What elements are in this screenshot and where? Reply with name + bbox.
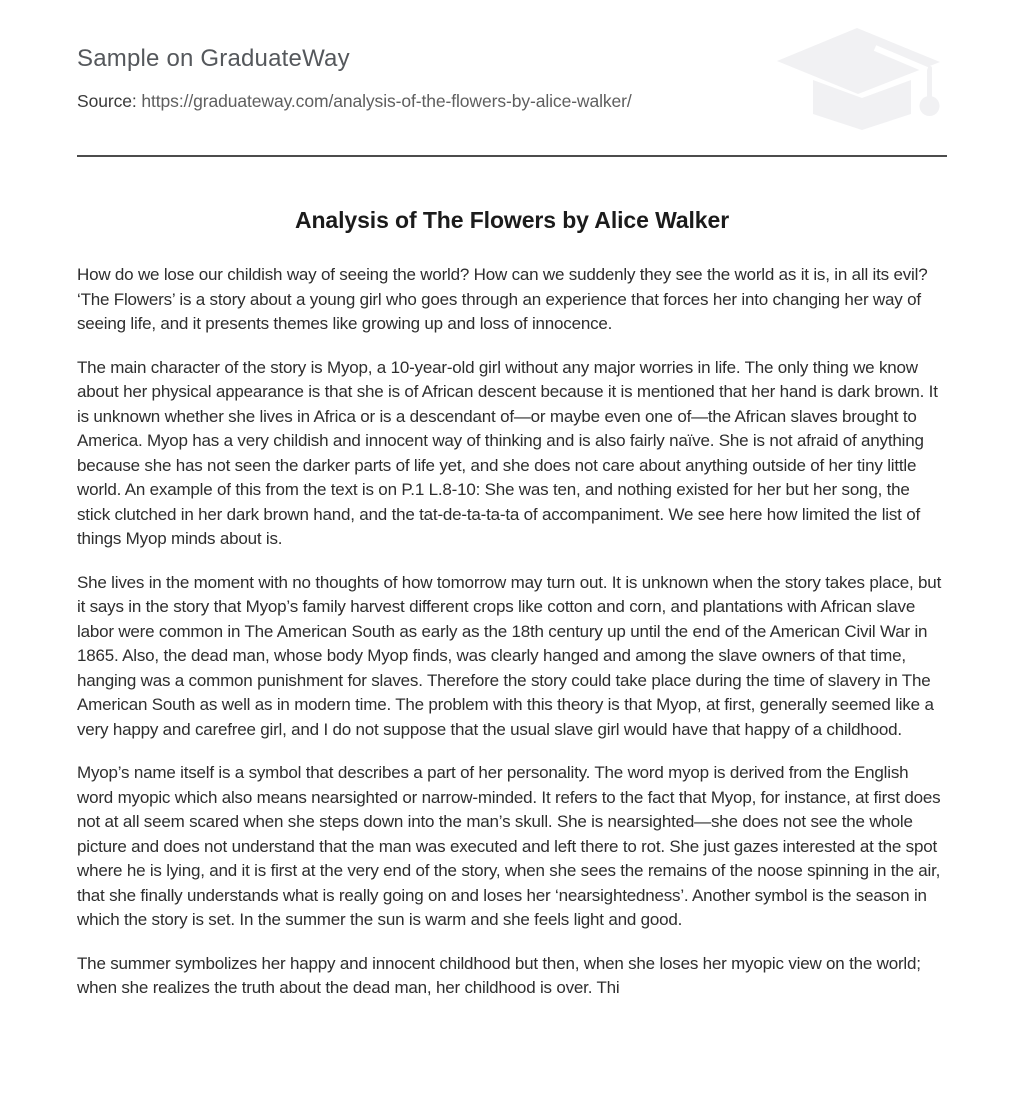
source-label: Source: (77, 91, 137, 111)
essay-body (77, 263, 947, 1001)
brand-title: Sample on GraduateWay (77, 45, 350, 72)
source-url-link[interactable]: https://graduateway.com/analysis-of-the-flowers-by-alice-walker/ (141, 91, 632, 111)
graduation-cap-icon (777, 28, 947, 132)
essay-paragraph: Myop’s name itself is a symbol that describes a part of her personality. The word myop is derived from the English word myopic which also means nearsighted or narrow-minded. It refers to the fact that Myop, for instance, at first does not at all seem scared when she steps down into the man’s skull. She is nearsighted—she does not see the whole picture and does not understand that the man was executed and left there to rot. She just gazes interested at the spot where he is lying, and it is first at the very end of the story, when she sees the remains of the noose spinning in the air, that she finally understands what is really going on and loses her ‘nearsightedness’. Another symbol is the season in which the story is set. In the summer the sun is warm and she feels light and good. (77, 763, 941, 929)
essay-paragraph: The main character of the story is Myop, a 10-year-old girl without any major worries in life. The only thing we know about her physical appearance is that she is of African descent because it is mentioned that her hand is dark brown. It is unknown whether she lives in Africa or is a descendant of—or maybe even one of—the African slaves brought to America. Myop has a very childish and innocent way of thinking and is also fairly naïve. She is not afraid of anything because she has not seen the darker parts of life yet, and she does not care about anything outside of her tiny little world. An example of this from the text is on P.1 L.8-10: She was ten, and nothing existed for her but her song, the stick clutched in her dark brown hand, and the tat-de-ta-ta-ta of accompaniment. We see here how limited the list of things Myop minds about is. (77, 357, 938, 548)
divider (77, 155, 947, 157)
essay-paragraph: How do we lose our childish way of seeing the world? How can we suddenly they see the world as it is, in all its evil? ‘The Flowers’ is a story about a young girl who goes through an experience that forces her into changing her way of seeing life, and it presents themes like growing up and loss of innocence. (77, 265, 928, 333)
essay-paragraph: She lives in the moment with no thoughts of how tomorrow may turn out. It is unknown when the story takes place, but it says in the story that Myop’s family harvest different crops like cotton and corn, and plantations with African slave labor were common in The American South as early as the 18th century up until the end of the American Civil War in 1865. Also, the dead man, whose body Myop finds, was clearly hanged and among the slave owners of that time, hanging was a common punishment for slaves. Therefore the story could take place during the time of slavery in The American South as well as in modern time. The problem with this theory is that Myop, at first, generally seemed like a very happy and carefree girl, and I do not suppose that the usual slave girl would have that happy of a childhood. (77, 572, 942, 739)
essay (77, 207, 947, 1001)
source-line (77, 91, 947, 112)
essay-title: Analysis of The Flowers by Alice Walker (294, 207, 730, 233)
header (77, 0, 947, 112)
essay-paragraph: The summer symbolizes her happy and innocent childhood but then, when she loses her myopic view on the world; when she realizes the truth about the dead man, her childhood is over. Thi (77, 953, 921, 997)
